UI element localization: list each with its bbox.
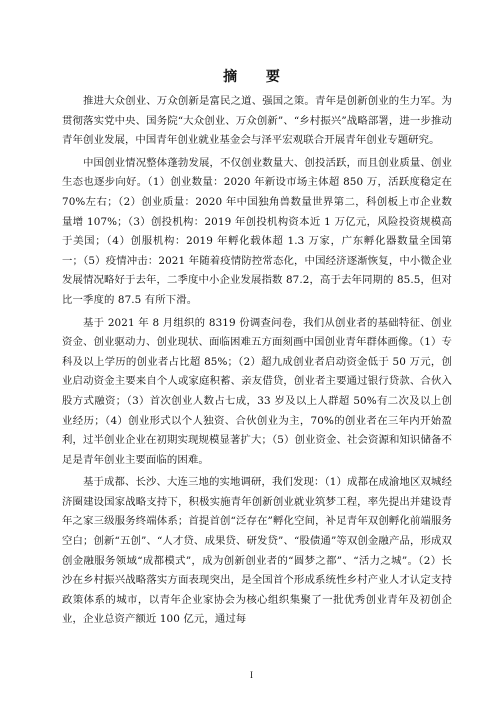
paragraph-overview: 中国创业情况整体蓬勃发展，不仅创业数量大、创投活跃，而且创业质量、创业生态也逐步向好。（1）创业数量：2020 年新设市场主体超 850 万，活跃度稳定在 70%左右；（2）创业质量：2020 年中国独角兽数量世界第二，科创板上市企业数量增 107%；（3）创投机构：2019 年创投机构资本近 1 万亿元，风险投资规模高于美国；（4）创服机构：2019 年孵化载体超 1.3 万家，广东孵化器数量全国第一；（5）疫情冲击：2021 年随着疫情防控常态化，中国经济逐渐恢复，中小微企业发展情况略好于去年，二季度中小企业发展指数 87.2，高于去年同期的 85.5，但对比一季度的 87.5 有所下滑。 (62, 156, 452, 306)
abstract-title: 摘 要 (223, 69, 292, 85)
paragraph-fieldwork: 基于成都、长沙、大连三地的实地调研，我们发现：（1）成都在成渝地区双城经济圈建设国家战略支持下，积极实施青年创新创业就业筑梦工程，率先提出并建设青年之家三级服务终端体系；首提首创“泛存在”孵化空间，补足青年双创孵化前端服务空白；创新“五创”、“人才贷、成果贷、研发贷”、“股债通”等双创金融产品，形成双创金融服务领域“成都模式”，成为创新创业者的“圆梦之都”、“活力之城”。（2）长沙在乡村振兴战略落实方面表现突出，是全国首个形成系统性乡村产业人才认定支持政策体系的城市，以青年企业家协会为核心组织集聚了一批优秀创业青年及初创企业，企业总资产额近 100 亿元，通过每 (62, 476, 452, 626)
paragraph-survey: 基于 2021 年 8 月组织的 8319 份调查问卷，我们从创业者的基础特征、创业资金、创业驱动力、创业现状、面临困难五方面刻画中国创业青年群体画像。（1）专科及以上学历的创业者占比超 85%；（2）超九成创业者启动资金低于 50 万元，创业启动资金主要来自个人或家庭积蓄、亲友借贷，创业者主要通过银行贷款、合伙入股方式融资；（3）首次创业人数占七成，33 岁及以上人群超 50%有二次及以上创业经历；（4）创业形式以个人独资、合伙创业为主，70%的创业者在三年内开始盈利，过半创业企业在初期实现规模显著扩大；（5）创业资金、社会资源和知识储备不足是青年创业主要面临的困难。 (62, 316, 452, 466)
page-number: I (250, 670, 253, 680)
paragraph-intro: 推进大众创业、万众创新是富民之道、强国之策。青年是创新创业的生力军。为贯彻落实党中央、国务院“大众创业、万众创新”、“乡村振兴”战略部署，进一步推动青年创业发展，中国青年创业就业基金会与泽平宏观联合开展青年创业专题研究。 (62, 95, 452, 147)
abstract-body (62, 92, 452, 633)
